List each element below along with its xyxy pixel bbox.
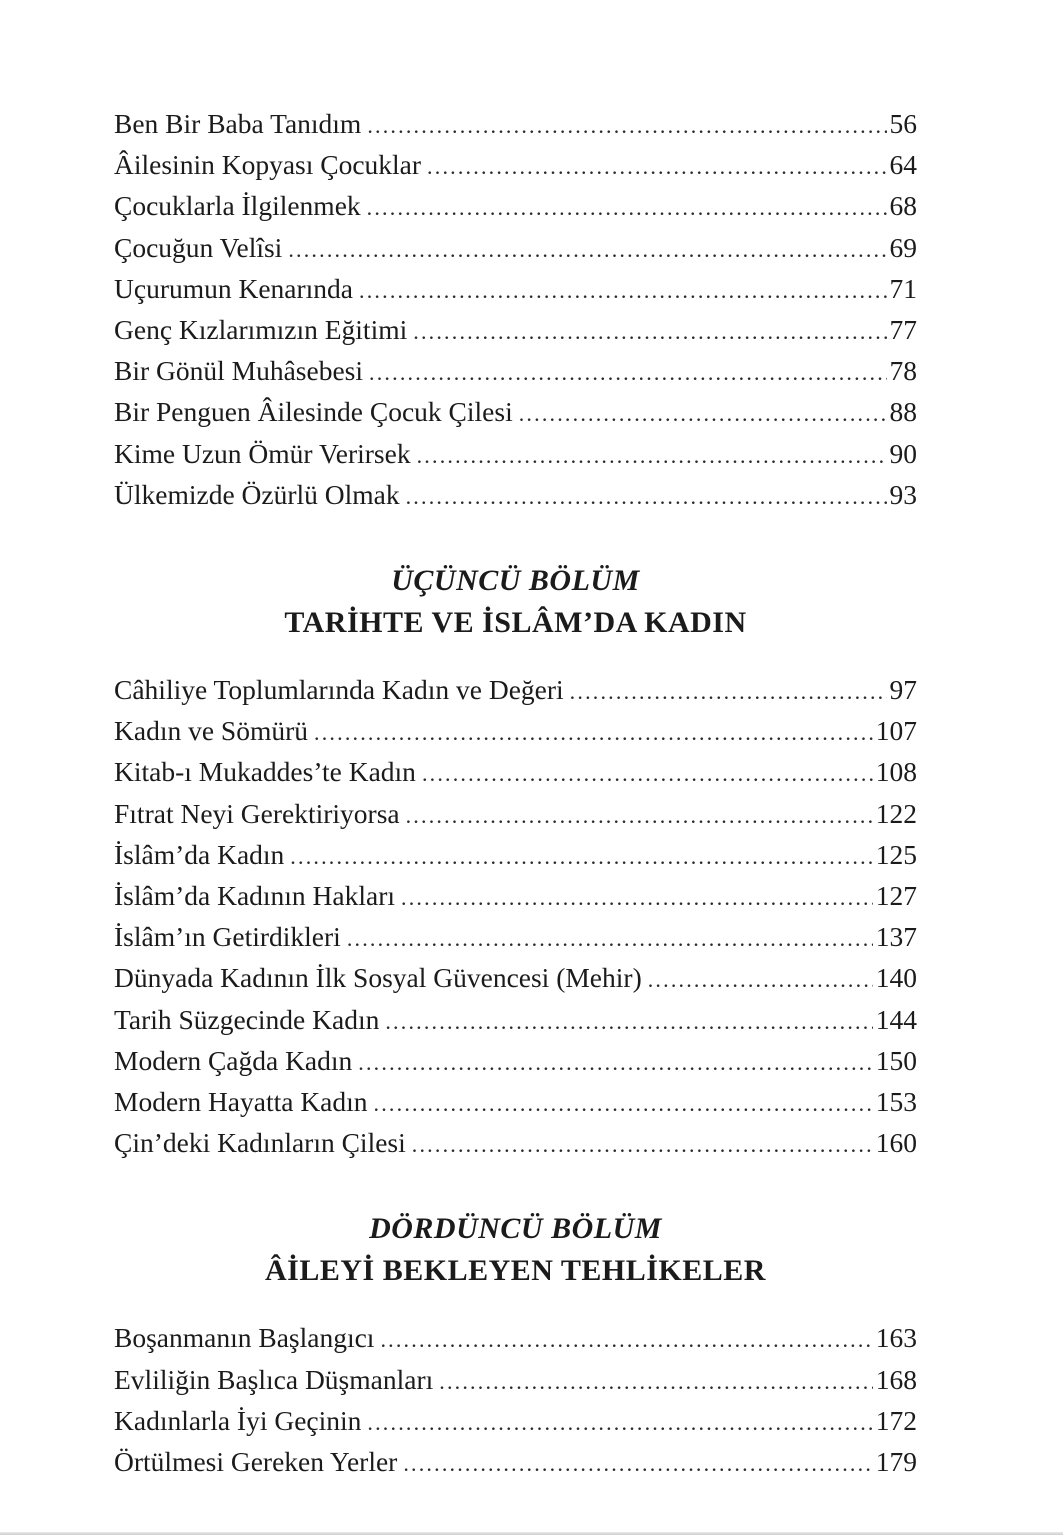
entry-title: İslâm’da Kadın <box>114 838 285 870</box>
dot-leader <box>385 1002 872 1041</box>
toc-entry <box>114 186 917 227</box>
dot-leader <box>648 960 873 999</box>
toc-entry <box>114 958 917 999</box>
toc-entry <box>114 752 917 793</box>
toc-entry <box>114 1318 917 1359</box>
entry-title: Kadın ve Sömürü <box>114 715 309 747</box>
entry-page-number: 64 <box>889 149 917 181</box>
toc-section-2 <box>114 1208 917 1483</box>
toc-entry <box>114 392 917 433</box>
dot-leader <box>422 754 873 793</box>
dot-leader <box>314 713 873 752</box>
dot-leader <box>367 1403 872 1442</box>
entry-title: Boşanmanın Başlangıcı <box>114 1322 375 1354</box>
entry-page-number: 125 <box>875 838 917 870</box>
section-heading <box>114 1208 917 1292</box>
dot-leader <box>347 919 873 958</box>
entry-page-number: 71 <box>889 272 917 304</box>
entry-title: Ülkemizde Özürlü Olmak <box>114 478 400 510</box>
entry-title: Modern Hayatta Kadın <box>114 1086 368 1118</box>
entry-page-number: 93 <box>889 478 917 510</box>
dot-leader <box>403 1444 872 1483</box>
entry-page-number: 127 <box>875 880 917 912</box>
entry-title: Çocuğun Velîsi <box>114 231 283 263</box>
toc-entry <box>114 670 917 711</box>
entry-title: Kitab-ı Mukaddes’te Kadın <box>114 756 416 788</box>
entry-title: Âilesinin Kopyası Çocuklar <box>114 149 422 181</box>
entry-page-number: 140 <box>875 962 917 994</box>
toc-section-1 <box>114 560 917 1164</box>
toc-entry <box>114 876 917 917</box>
dot-leader <box>380 1320 872 1359</box>
entry-page-number: 78 <box>889 355 917 387</box>
dot-leader <box>401 878 873 917</box>
entry-page-number: 137 <box>875 921 917 953</box>
entry-page-number: 107 <box>875 715 917 747</box>
entry-title: Bir Penguen Âilesinde Çocuk Çilesi <box>114 396 513 428</box>
entry-title: Fıtrat Neyi Gerektiriyorsa <box>114 797 400 829</box>
section-heading-title: ÂİLEYİ BEKLEYEN TEHLİKELER <box>265 1254 766 1288</box>
entry-page-number: 56 <box>889 108 917 139</box>
toc-entry <box>114 351 917 392</box>
toc-entry <box>114 1000 917 1041</box>
toc-entry <box>114 1442 917 1483</box>
entry-page-number: 122 <box>875 797 917 829</box>
dot-leader <box>369 353 886 392</box>
entry-title: Çocuklarla İlgilenmek <box>114 190 361 222</box>
toc-entry <box>114 917 917 958</box>
toc-entry <box>114 475 917 516</box>
entry-page-number: 88 <box>889 396 917 428</box>
entry-title: Bir Gönül Muhâsebesi <box>114 355 364 387</box>
toc-entry <box>114 310 917 351</box>
dot-leader <box>427 147 886 186</box>
entry-title: Evliliğin Başlıca Düşmanları <box>114 1363 434 1395</box>
entry-page-number: 150 <box>875 1044 917 1076</box>
entry-page-number: 108 <box>875 756 917 788</box>
entry-title: Örtülmesi Gereken Yerler <box>114 1446 398 1478</box>
dot-leader <box>359 271 886 310</box>
dot-leader <box>374 1084 873 1123</box>
entry-page-number: 97 <box>889 674 917 706</box>
toc-section-0 <box>114 104 917 516</box>
dot-leader <box>417 436 887 475</box>
entry-page-number: 153 <box>875 1086 917 1118</box>
dot-leader <box>519 394 887 433</box>
dot-leader <box>412 1125 873 1164</box>
toc-entry <box>114 1041 917 1082</box>
entry-title: Genç Kızlarımızın Eğitimi <box>114 314 408 346</box>
section-heading-chapter: DÖRDÜNCÜ BÖLÜM <box>369 1212 662 1246</box>
toc-entry <box>114 434 917 475</box>
toc-entry <box>114 228 917 269</box>
section-heading-title: TARİHTE VE İSLÂM’DA KADIN <box>284 606 747 640</box>
dot-leader <box>367 188 887 227</box>
entry-page-number: 90 <box>889 437 917 469</box>
dot-leader <box>439 1362 873 1401</box>
toc-entry <box>114 269 917 310</box>
entry-title: Câhiliye Toplumlarında Kadın ve Değeri <box>114 674 564 706</box>
toc-entry <box>114 835 917 876</box>
toc-entry <box>114 1082 917 1123</box>
entry-page-number: 163 <box>875 1322 917 1354</box>
entry-page-number: 69 <box>889 231 917 263</box>
entry-page-number: 179 <box>875 1446 917 1478</box>
toc-entry <box>114 711 917 752</box>
entry-page-number: 77 <box>889 314 917 346</box>
entry-page-number: 172 <box>875 1404 917 1436</box>
section-heading <box>114 560 917 644</box>
entry-title: Tarih Süzgecinde Kadın <box>114 1003 380 1035</box>
toc-entry <box>114 104 917 145</box>
entry-title: Kime Uzun Ömür Verirsek <box>114 437 411 469</box>
entry-title: İslâm’ın Getirdikleri <box>114 921 341 953</box>
entry-page-number: 160 <box>875 1127 917 1159</box>
entry-page-number: 68 <box>889 190 917 222</box>
dot-leader <box>367 106 886 145</box>
toc-entry <box>114 1401 917 1442</box>
section-heading-chapter: ÜÇÜNCÜ BÖLÜM <box>391 564 640 598</box>
dot-leader <box>570 672 887 711</box>
toc-entry <box>114 1123 917 1164</box>
dot-leader <box>358 1043 872 1082</box>
entry-title: Uçurumun Kenarında <box>114 272 354 304</box>
entry-page-number: 168 <box>875 1363 917 1395</box>
dot-leader <box>290 837 872 876</box>
toc-sections <box>114 104 917 1483</box>
toc-entry <box>114 1360 917 1401</box>
entry-title: Modern Çağda Kadın <box>114 1044 353 1076</box>
entry-title: Kadınlarla İyi Geçinin <box>114 1404 362 1436</box>
dot-leader <box>413 312 886 351</box>
toc-entry <box>114 794 917 835</box>
dot-leader <box>406 477 887 516</box>
entry-page-number: 144 <box>875 1003 917 1035</box>
entry-title: Çin’deki Kadınların Çilesi <box>114 1127 406 1159</box>
dot-leader <box>406 796 873 835</box>
toc-entry <box>114 145 917 186</box>
entry-title: Ben Bir Baba Tanıdım <box>114 108 362 139</box>
dot-leader <box>288 230 886 269</box>
entry-title: Dünyada Kadının İlk Sosyal Güvencesi (Mehir) <box>114 962 642 994</box>
entry-title: İslâm’da Kadının Hakları <box>114 880 396 912</box>
